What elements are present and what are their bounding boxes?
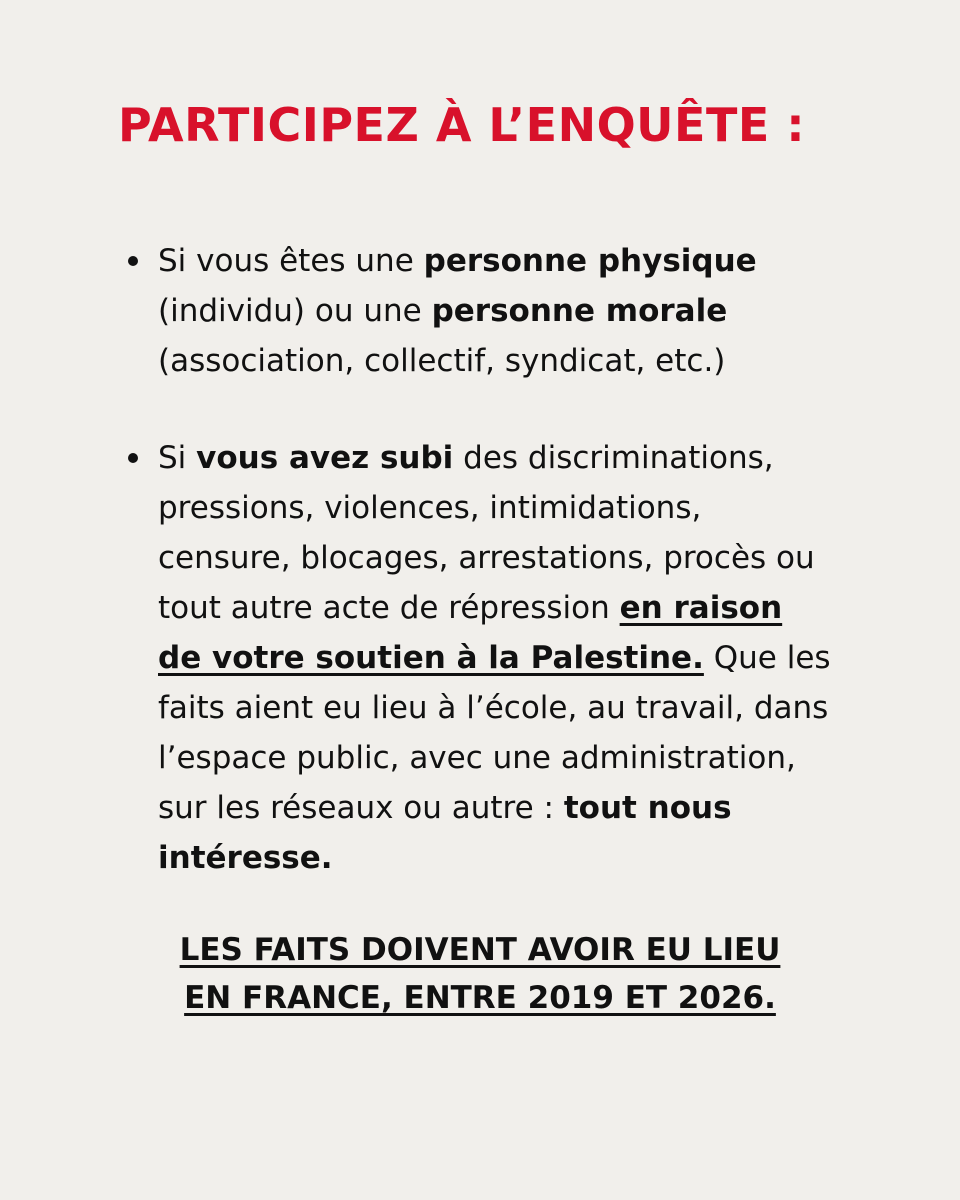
text-segment: sur les réseaux ou autre : xyxy=(158,790,564,826)
bold-segment: tout nous xyxy=(563,790,732,826)
text-line: pressions, violences, intimidations, xyxy=(158,490,702,526)
text-line xyxy=(158,633,870,683)
text-line xyxy=(158,286,870,336)
text-line: l’espace public, avec une administration, xyxy=(158,740,796,776)
text-segment: (individu) ou une xyxy=(158,293,432,329)
text-line: (association, collectif, syndicat, etc.) xyxy=(158,343,726,379)
dates-notice xyxy=(0,926,960,1022)
bullet-dot-icon xyxy=(128,256,138,266)
text-line xyxy=(158,236,870,286)
bullet-dot-icon xyxy=(128,453,138,463)
text-line xyxy=(158,783,870,833)
criteria-list xyxy=(158,236,870,883)
text-segment: des discriminations, xyxy=(453,440,774,476)
criteria-item-what xyxy=(158,433,870,883)
text-line: censure, blocages, arrestations, procès ou xyxy=(158,540,815,576)
page-title: PARTICIPEZ À L’ENQUÊTE : xyxy=(118,98,806,152)
notice-line: LES FAITS DOIVENT AVOIR EU LIEU xyxy=(179,932,781,968)
bold-segment: vous avez subi xyxy=(196,440,454,476)
bold-segment: personne physique xyxy=(423,243,757,279)
text-line: intéresse. xyxy=(158,840,333,876)
text-segment: Si xyxy=(158,440,197,476)
text-segment: Si vous êtes une xyxy=(158,243,424,279)
bold-underlined-segment: en raison xyxy=(619,590,783,626)
bold-segment: personne morale xyxy=(431,293,728,329)
notice-line: EN FRANCE, ENTRE 2019 ET 2026. xyxy=(184,980,776,1016)
text-segment: tout autre acte de répression xyxy=(158,590,620,626)
criteria-item-who xyxy=(158,236,870,386)
text-line: faits aient eu lieu à l’école, au travail, dans xyxy=(158,690,829,726)
bold-underlined-segment: de votre soutien à la Palestine. xyxy=(158,640,704,676)
text-line xyxy=(158,583,870,633)
text-segment: Que les xyxy=(703,640,831,676)
text-line xyxy=(158,433,870,483)
